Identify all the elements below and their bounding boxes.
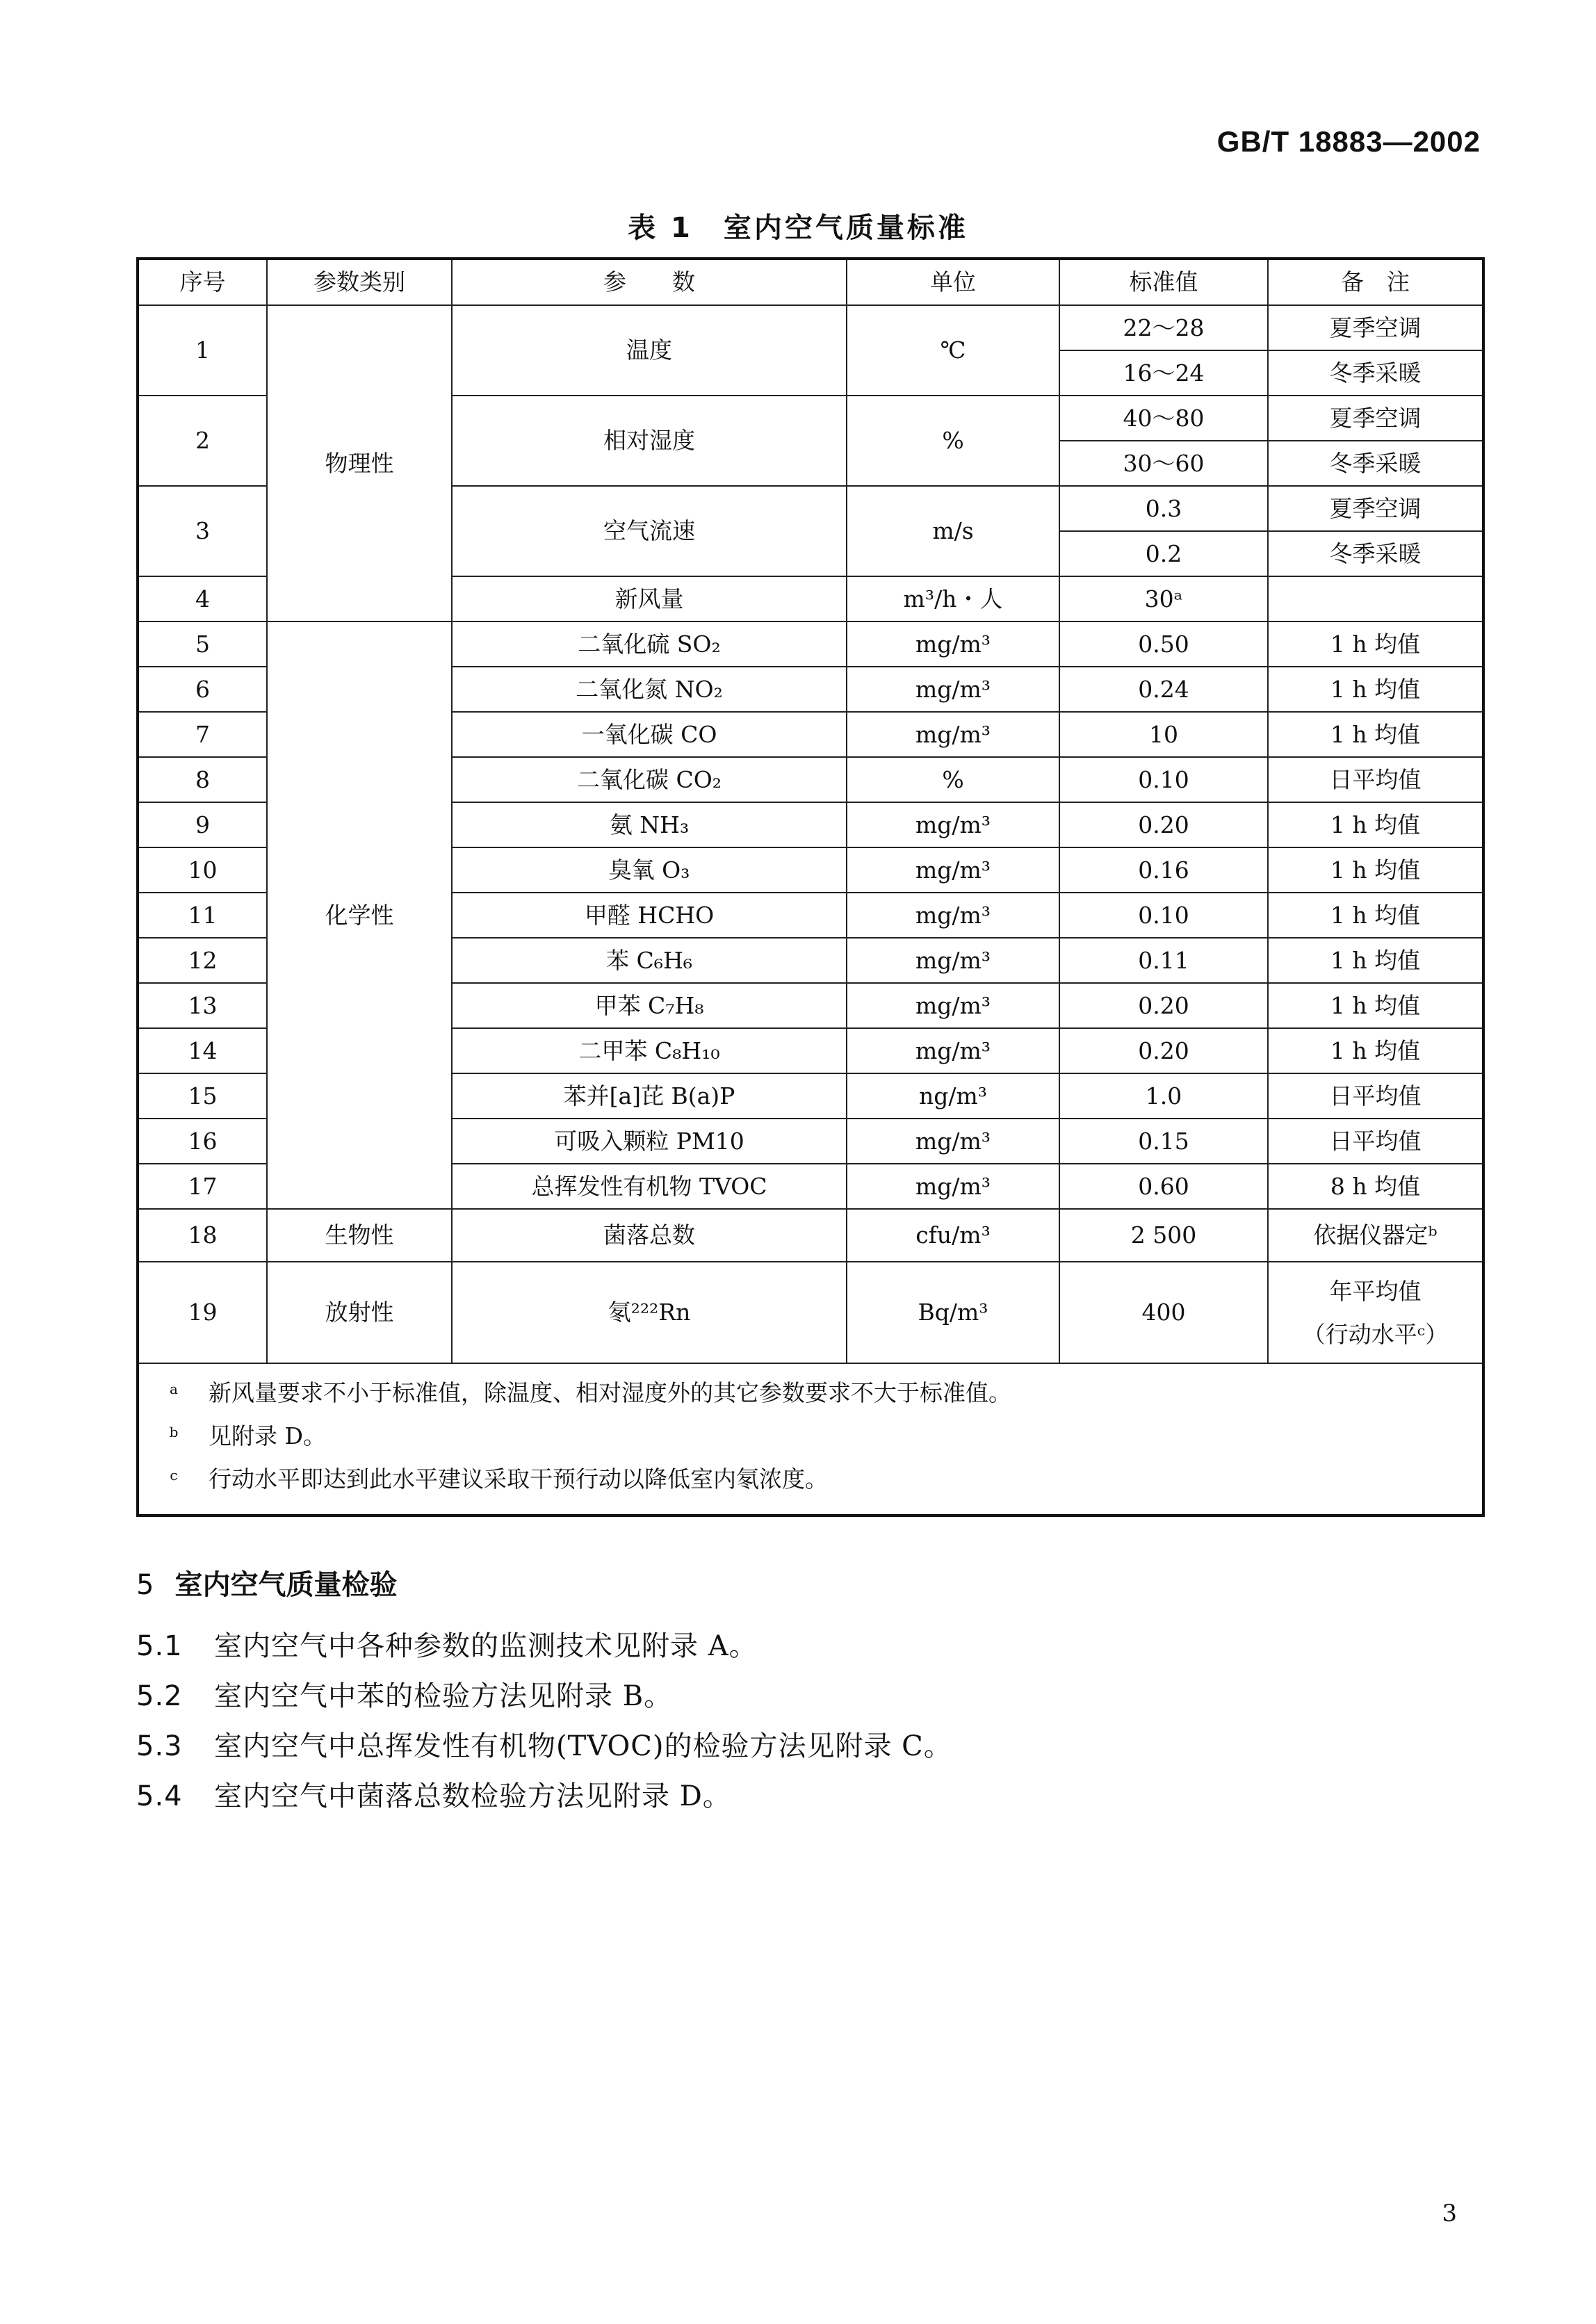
remark-cell: 1 h 均值 [1268, 938, 1483, 983]
remark-cell: 8 h 均值 [1268, 1164, 1483, 1209]
row-number: 3 [138, 486, 267, 576]
unit-cell: % [847, 396, 1059, 486]
unit-cell: m³/h・人 [847, 576, 1059, 621]
column-header: 备 注 [1268, 259, 1483, 305]
unit-cell: m/s [847, 486, 1059, 576]
category-cell: 化学性 [267, 621, 452, 1209]
unit-cell: mg/m³ [847, 1028, 1059, 1073]
column-header: 参 数 [452, 259, 847, 305]
unit-cell: cfu/m³ [847, 1209, 1059, 1262]
row-number: 11 [138, 893, 267, 938]
parameter-cell: 相对湿度 [452, 396, 847, 486]
remark-cell: 日平均值 [1268, 1073, 1483, 1119]
parameter-cell: 二甲苯 C₈H₁₀ [452, 1028, 847, 1073]
clause [136, 1624, 758, 1664]
footnote-mark: b [169, 1424, 179, 1440]
parameter-cell: 温度 [452, 305, 847, 396]
row-number: 13 [138, 983, 267, 1028]
category-cell: 物理性 [267, 305, 452, 621]
remark-cell: 依据仪器定ᵇ [1268, 1209, 1483, 1262]
unit-cell: mg/m³ [847, 938, 1059, 983]
row-number: 4 [138, 576, 267, 621]
row-number: 2 [138, 396, 267, 486]
unit-cell: mg/m³ [847, 1119, 1059, 1164]
unit-cell: % [847, 757, 1059, 802]
row-number: 9 [138, 802, 267, 847]
clause-text: 室内空气中总挥发性有机物(TVOC)的检验方法见附录 C。 [214, 1730, 952, 1762]
row-number: 7 [138, 712, 267, 757]
remark-cell [1268, 576, 1483, 621]
clause-text: 室内空气中菌落总数检验方法见附录 D。 [214, 1780, 731, 1812]
unit-cell: Bq/m³ [847, 1262, 1059, 1363]
column-header: 标准值 [1059, 259, 1268, 305]
category-cell: 生物性 [267, 1209, 452, 1262]
standard-value-cell: 0.3 [1059, 486, 1268, 531]
unit-cell: mg/m³ [847, 893, 1059, 938]
table-row [138, 1209, 1483, 1262]
table-row [138, 1262, 1483, 1363]
clause-text: 室内空气中各种参数的监测技术见附录 A。 [214, 1630, 758, 1662]
standard-value-cell: 0.50 [1059, 621, 1268, 667]
footnotes-cell [138, 1363, 1483, 1516]
remark-cell: 冬季采暖 [1268, 441, 1483, 486]
parameter-cell: 苯并[a]芘 B(a)P [452, 1073, 847, 1119]
remark-cell: 1 h 均值 [1268, 802, 1483, 847]
footnote [139, 1379, 1482, 1422]
row-number: 16 [138, 1119, 267, 1164]
unit-cell: mg/m³ [847, 847, 1059, 893]
standard-value-cell: 0.2 [1059, 531, 1268, 576]
remark-cell: 1 h 均值 [1268, 893, 1483, 938]
unit-cell: ng/m³ [847, 1073, 1059, 1119]
category-cell: 放射性 [267, 1262, 452, 1363]
standard-value-cell: 1.0 [1059, 1073, 1268, 1119]
row-number: 18 [138, 1209, 267, 1262]
clause-number: 5.4 [136, 1780, 183, 1812]
standard-value-cell: 30ᵃ [1059, 576, 1268, 621]
footnote-text: 新风量要求不小于标准值，除温度、相对湿度外的其它参数要求不大于标准值。 [209, 1379, 1011, 1406]
row-number: 1 [138, 305, 267, 396]
parameter-cell: 一氧化碳 CO [452, 712, 847, 757]
footnote [139, 1465, 1482, 1500]
remark-line: 年平均值 [1329, 1278, 1422, 1305]
row-number: 8 [138, 757, 267, 802]
parameter-cell: 臭氧 O₃ [452, 847, 847, 893]
parameter-cell: 氨 NH₃ [452, 802, 847, 847]
table-row [138, 621, 1483, 667]
standard-value-cell: 10 [1059, 712, 1268, 757]
section-heading [136, 1563, 397, 1602]
remark-cell: 日平均值 [1268, 1119, 1483, 1164]
remark-cell: 日平均值 [1268, 757, 1483, 802]
row-number: 5 [138, 621, 267, 667]
remark-cell: 冬季采暖 [1268, 350, 1483, 396]
footnote [139, 1422, 1482, 1465]
standard-value-cell: 0.10 [1059, 893, 1268, 938]
remark-cell: 1 h 均值 [1268, 712, 1483, 757]
remark-cell: 冬季采暖 [1268, 531, 1483, 576]
remark-cell: 1 h 均值 [1268, 621, 1483, 667]
parameter-cell: 总挥发性有机物 TVOC [452, 1164, 847, 1209]
column-header: 序号 [138, 259, 267, 305]
row-number: 12 [138, 938, 267, 983]
unit-cell: mg/m³ [847, 667, 1059, 712]
clause [136, 1674, 672, 1714]
unit-cell: mg/m³ [847, 802, 1059, 847]
section-title: 室内空气质量检验 [174, 1569, 398, 1601]
standard-value-cell: 0.24 [1059, 667, 1268, 712]
parameter-cell: 苯 C₆H₆ [452, 938, 847, 983]
parameter-cell: 二氧化碳 CO₂ [452, 757, 847, 802]
footnotes-row [138, 1363, 1483, 1516]
unit-cell: ℃ [847, 305, 1059, 396]
remark-cell: 1 h 均值 [1268, 983, 1483, 1028]
parameter-cell: 菌落总数 [452, 1209, 847, 1262]
unit-cell: mg/m³ [847, 621, 1059, 667]
parameter-cell: 可吸入颗粒 PM10 [452, 1119, 847, 1164]
row-number: 19 [138, 1262, 267, 1363]
standard-value-cell: 0.20 [1059, 983, 1268, 1028]
section-number: 5 [136, 1569, 154, 1601]
column-header: 单位 [847, 259, 1059, 305]
standard-value-cell: 0.16 [1059, 847, 1268, 893]
row-number: 15 [138, 1073, 267, 1119]
footnote-text: 行动水平即达到此水平建议采取干预行动以降低室内氡浓度。 [209, 1465, 828, 1493]
standard-value-cell: 0.20 [1059, 802, 1268, 847]
footnote-text: 见附录 D。 [209, 1422, 326, 1449]
column-header: 参数类别 [267, 259, 452, 305]
row-number: 10 [138, 847, 267, 893]
clause-number: 5.2 [136, 1680, 183, 1712]
unit-cell: mg/m³ [847, 983, 1059, 1028]
air-quality-standard-table [136, 257, 1485, 1517]
parameter-cell: 新风量 [452, 576, 847, 621]
table-header-row [138, 259, 1483, 305]
standard-value-cell: 0.11 [1059, 938, 1268, 983]
clause-text: 室内空气中苯的检验方法见附录 B。 [214, 1680, 673, 1712]
standard-value-cell: 0.20 [1059, 1028, 1268, 1073]
row-number: 6 [138, 667, 267, 712]
remark-cell: 夏季空调 [1268, 305, 1483, 350]
standard-value-cell: 400 [1059, 1262, 1268, 1363]
footnote-mark: a [170, 1381, 178, 1397]
remark-line: （行动水平ᶜ） [1302, 1321, 1449, 1348]
table-title: 表 1 室内空气质量标准 [628, 212, 968, 244]
row-number: 14 [138, 1028, 267, 1073]
parameter-cell: 空气流速 [452, 486, 847, 576]
clause [136, 1724, 952, 1764]
clause-number: 5.1 [136, 1630, 183, 1662]
parameter-cell: 甲醛 HCHO [452, 893, 847, 938]
unit-cell: mg/m³ [847, 712, 1059, 757]
footnote-mark: c [170, 1467, 178, 1484]
standard-number: GB/T 18883—2002 [1216, 125, 1481, 158]
clause [136, 1774, 731, 1814]
table-row [138, 305, 1483, 350]
parameter-cell: 二氧化硫 SO₂ [452, 621, 847, 667]
page-number: 3 [1442, 2200, 1457, 2227]
standard-value-cell: 22～28 [1059, 305, 1268, 350]
standard-value-cell: 16～24 [1059, 350, 1268, 396]
standard-value-cell: 30～60 [1059, 441, 1268, 486]
unit-cell: mg/m³ [847, 1164, 1059, 1209]
standard-value-cell: 2 500 [1059, 1209, 1268, 1262]
parameter-cell: 二氧化氮 NO₂ [452, 667, 847, 712]
standard-value-cell: 0.60 [1059, 1164, 1268, 1209]
standard-value-cell: 40～80 [1059, 396, 1268, 441]
row-number: 17 [138, 1164, 267, 1209]
standard-value-cell: 0.15 [1059, 1119, 1268, 1164]
remark-cell: 夏季空调 [1268, 486, 1483, 531]
remark-cell: 1 h 均值 [1268, 847, 1483, 893]
clause-number: 5.3 [136, 1730, 183, 1762]
remark-cell: 1 h 均值 [1268, 667, 1483, 712]
parameter-cell: 甲苯 C₇H₈ [452, 983, 847, 1028]
parameter-cell: 氡²²²Rn [452, 1262, 847, 1363]
remark-cell [1268, 1262, 1483, 1363]
remark-cell: 1 h 均值 [1268, 1028, 1483, 1073]
remark-cell: 夏季空调 [1268, 396, 1483, 441]
standard-value-cell: 0.10 [1059, 757, 1268, 802]
